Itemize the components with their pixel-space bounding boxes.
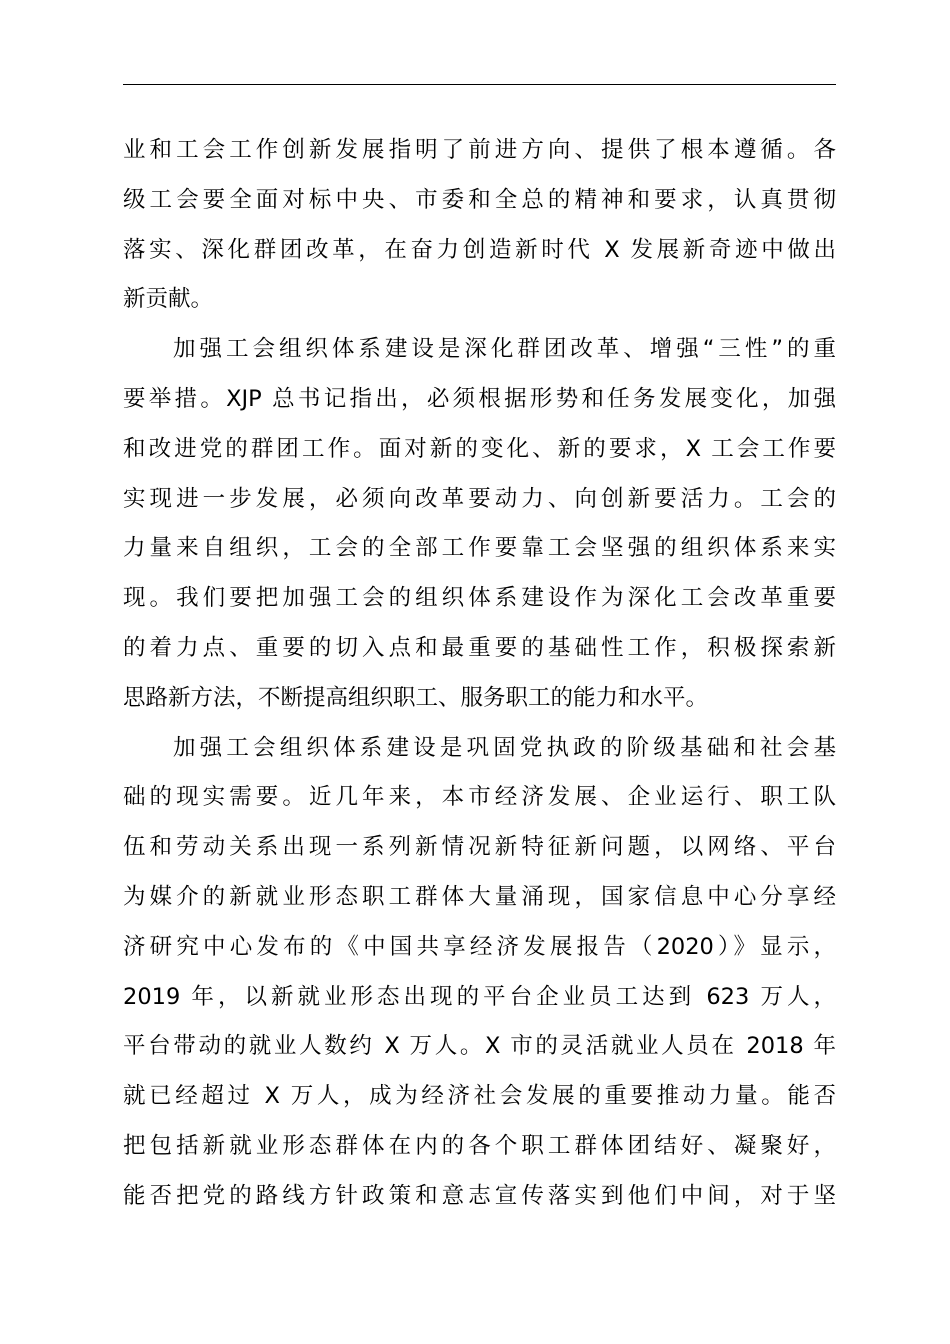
text-line: 为媒介的新就业形态职工群体大量涌现，国家信息中心分享经	[123, 883, 836, 910]
text-line: 能否把党的路线方针政策和意志宣传落实到他们中间，对于坚	[123, 1182, 836, 1209]
text-line: 力量来自组织，工会的全部工作要靠工会坚强的组织体系来实	[123, 535, 836, 562]
paragraph	[123, 724, 836, 1222]
text-line: 新贡献。	[123, 286, 214, 313]
text-line: 就已经超过 X 万人，成为经济社会发展的重要推动力量。能否	[123, 1083, 836, 1110]
text-line: 现。我们要把加强工会的组织体系建设作为深化工会改革重要	[123, 585, 836, 612]
document-body	[123, 126, 836, 1222]
text-line: 济研究中心发布的《中国共享经济发展报告（2020）》显示，	[123, 933, 836, 960]
paragraph	[123, 126, 836, 325]
text-line: 的着力点、重要的切入点和最重要的基础性工作，积极探索新	[123, 634, 836, 661]
text-line: 把包括新就业形态群体在内的各个职工群体团结好、凝聚好，	[123, 1132, 836, 1159]
header-rule	[123, 84, 836, 85]
text-line: 伍和劳动关系出现一系列新情况新特征新问题，以网络、平台	[123, 834, 836, 861]
text-line: 级工会要全面对标中央、市委和全总的精神和要求，认真贯彻	[123, 186, 836, 213]
text-line: 加强工会组织体系建设是巩固党执政的阶级基础和社会基	[173, 734, 836, 761]
text-line: 思路新方法，不断提高组织职工、服务职工的能力和水平。	[123, 684, 709, 711]
text-line: 要举措。XJP 总书记指出，必须根据形势和任务发展变化，加强	[123, 385, 836, 412]
text-line: 实现进一步发展，必须向改革要动力、向创新要活力。工会的	[123, 485, 836, 512]
text-line: 和改进党的群团工作。面对新的变化、新的要求，X 工会工作要	[123, 435, 836, 462]
text-line: 加强工会组织体系建设是深化群团改革、增强“三性”的重	[173, 336, 836, 363]
text-line: 2019 年，以新就业形态出现的平台企业员工达到 623 万人，	[123, 983, 836, 1010]
text-line: 业和工会工作创新发展指明了前进方向、提供了根本遵循。各	[123, 137, 836, 163]
text-line: 础的现实需要。近几年来，本市经济发展、企业运行、职工队	[123, 784, 836, 811]
paragraph	[123, 325, 836, 723]
text-line: 落实、深化群团改革，在奋力创造新时代 X 发展新奇迹中做出	[123, 236, 836, 263]
text-line: 平台带动的就业人数约 X 万人。X 市的灵活就业人员在 2018 年	[123, 1033, 836, 1060]
